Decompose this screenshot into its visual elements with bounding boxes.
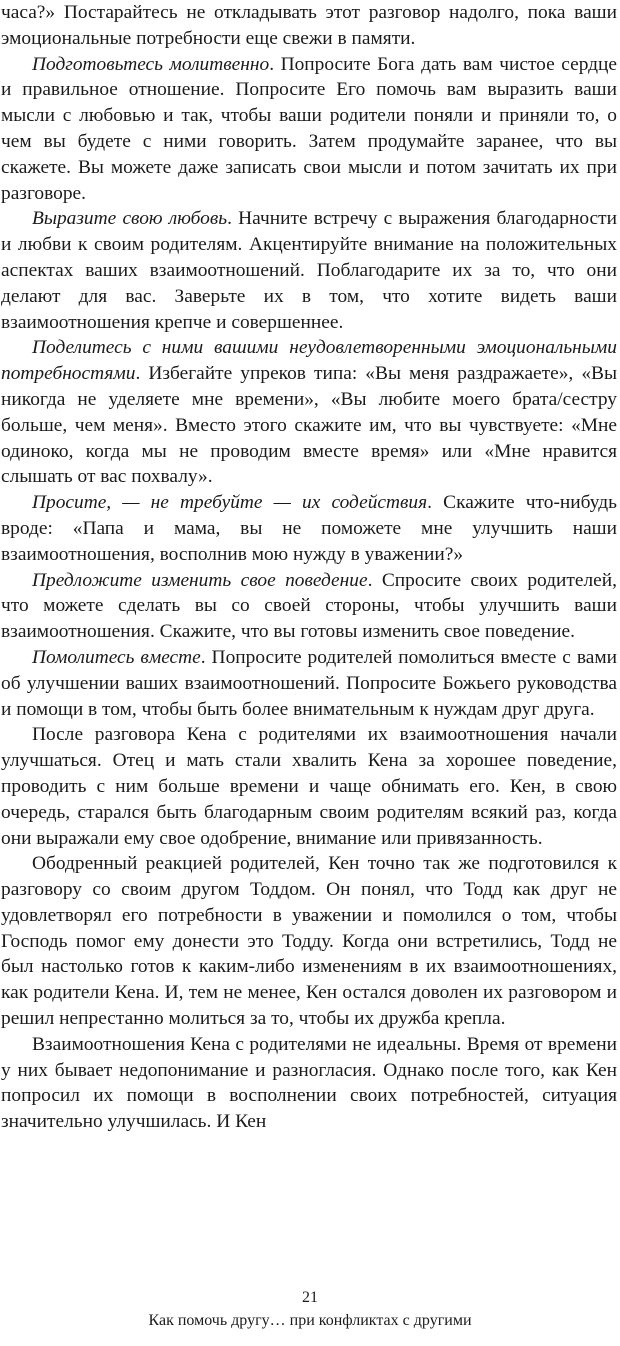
body-text xyxy=(1,0,617,1135)
paragraph-pray-together xyxy=(1,645,617,722)
paragraph-todd xyxy=(1,851,617,1032)
paragraph-lead: Просите, — не требуйте — их содействия xyxy=(32,492,428,514)
paragraph-text: часа?» Постарайтесь не откладывать этот разговор надолго, пока ваши эмоциональные потребности еще свежи в памяти. xyxy=(1,2,617,49)
paragraph-text: . Избегайте упреков типа: «Вы меня раздражаете», «Вы никогда не уделяете мне времени», «Вы любите моего брата/сестру больше, чем меня». Вместо этого скажите им, что вы чувствуете: «Мне одиноко, когда мы не проводим вместе время» или «Мне нравится слышать от вас похвалу». xyxy=(1,363,617,488)
paragraph-text: Ободренный реакцией родителей, Кен точно так же подготовился к разговору со своим другом Тоддом. Он понял, что Тодд как друг не удовлетворял его потребности в уважении и помолился о том, чтобы Господь помог ему донести это Тодду. Когда они встретились, Тодд не был настолько готов к каким-либо изменениям в их взаимоотношениях, как родители Кена. И, тем не менее, Кен остался доволен их разговором и решил непрестанно молиться за то, чтобы их дружба крепла. xyxy=(1,853,617,1030)
paragraph-text: . Попросите Бога дать вам чистое сердце и правильное отношение. Попросите Его помочь вам выразить ваши мысли с любовью и так, чтобы ваши родители поняли и приняли то, о чем вы будете с ними говорить. Затем продумайте заранее, что вы скажете. Вы можете даже записать свои мысли и потом зачитать их при разговоре. xyxy=(1,53,617,204)
paragraph-text: . Спросите своих родителей, что можете сделать вы со своей стороны, чтобы улучшить ваши взаимоотношения. Скажите, что вы готовы изменить свое поведение. xyxy=(1,569,617,643)
paragraph-ask-not-demand xyxy=(1,490,617,567)
paragraph-after-talk xyxy=(1,722,617,851)
paragraph-lead: Помолитесь вместе xyxy=(32,646,201,668)
page-number: 21 xyxy=(302,1289,318,1306)
paragraph-text: . Скажите что-нибудь вроде: «Папа и мама, вы не поможете мне улучшить наши взаимоотношения, восполнив мою нужду в уважении?» xyxy=(1,492,617,565)
paragraph-share-needs xyxy=(1,335,617,490)
paragraph-express-love xyxy=(1,206,617,335)
paragraph-not-ideal xyxy=(1,1032,617,1135)
paragraph-continued xyxy=(1,0,617,52)
paragraph-text: Взаимоотношения Кена с родителями не идеальны. Время от времени у них бывает недопонимание и разногласия. Однако после того, как Кен попросил их помощи в восполнении своих потребностей, ситуация значительно улучшилась. И Кен xyxy=(1,1033,617,1133)
paragraph-text: . Попросите родителей помолиться вместе с вами об улучшении ваших взаимоотношений. Попросите Божьего руководства и помощи в том, чтобы быть более внимательным к нуждам друг друга. xyxy=(1,646,617,720)
paragraph-lead: Предложите изменить свое поведение xyxy=(32,569,368,591)
paragraph-text: . Начните встречу с выражения благодарности и любви к своим родителям. Акцентируйте внимание на положительных аспектах ваших взаимоотношений. Поблагодарите их за то, что они делают для вас. Заверьте их в том, что хотите видеть ваши взаимоотношения крепче и совершеннее. xyxy=(1,208,617,333)
running-footer-title: Как помочь другу… при конфликтах с другими xyxy=(148,1312,472,1329)
paragraph-lead: Выразите свою любовь xyxy=(32,208,228,230)
paragraph-prepare-prayerfully xyxy=(1,52,617,207)
paragraph-lead: Поделитесь с ними вашими неудовлетворенными эмоциональными потребностями xyxy=(1,337,617,385)
paragraph-text: После разговора Кена с родителями их взаимоотношения начали улучшаться. Отец и мать стали хвалить Кена за хорошее поведение, проводить с ним больше времени и чаще обнимать его. Кен, в свою очередь, старался быть благодарным своим родителям всякий раз, когда они выражали ему свое одобрение, внимание или привязанность. xyxy=(1,724,617,849)
paragraph-offer-change xyxy=(1,568,617,645)
paragraph-lead: Подготовьтесь молитвенно xyxy=(32,53,270,75)
